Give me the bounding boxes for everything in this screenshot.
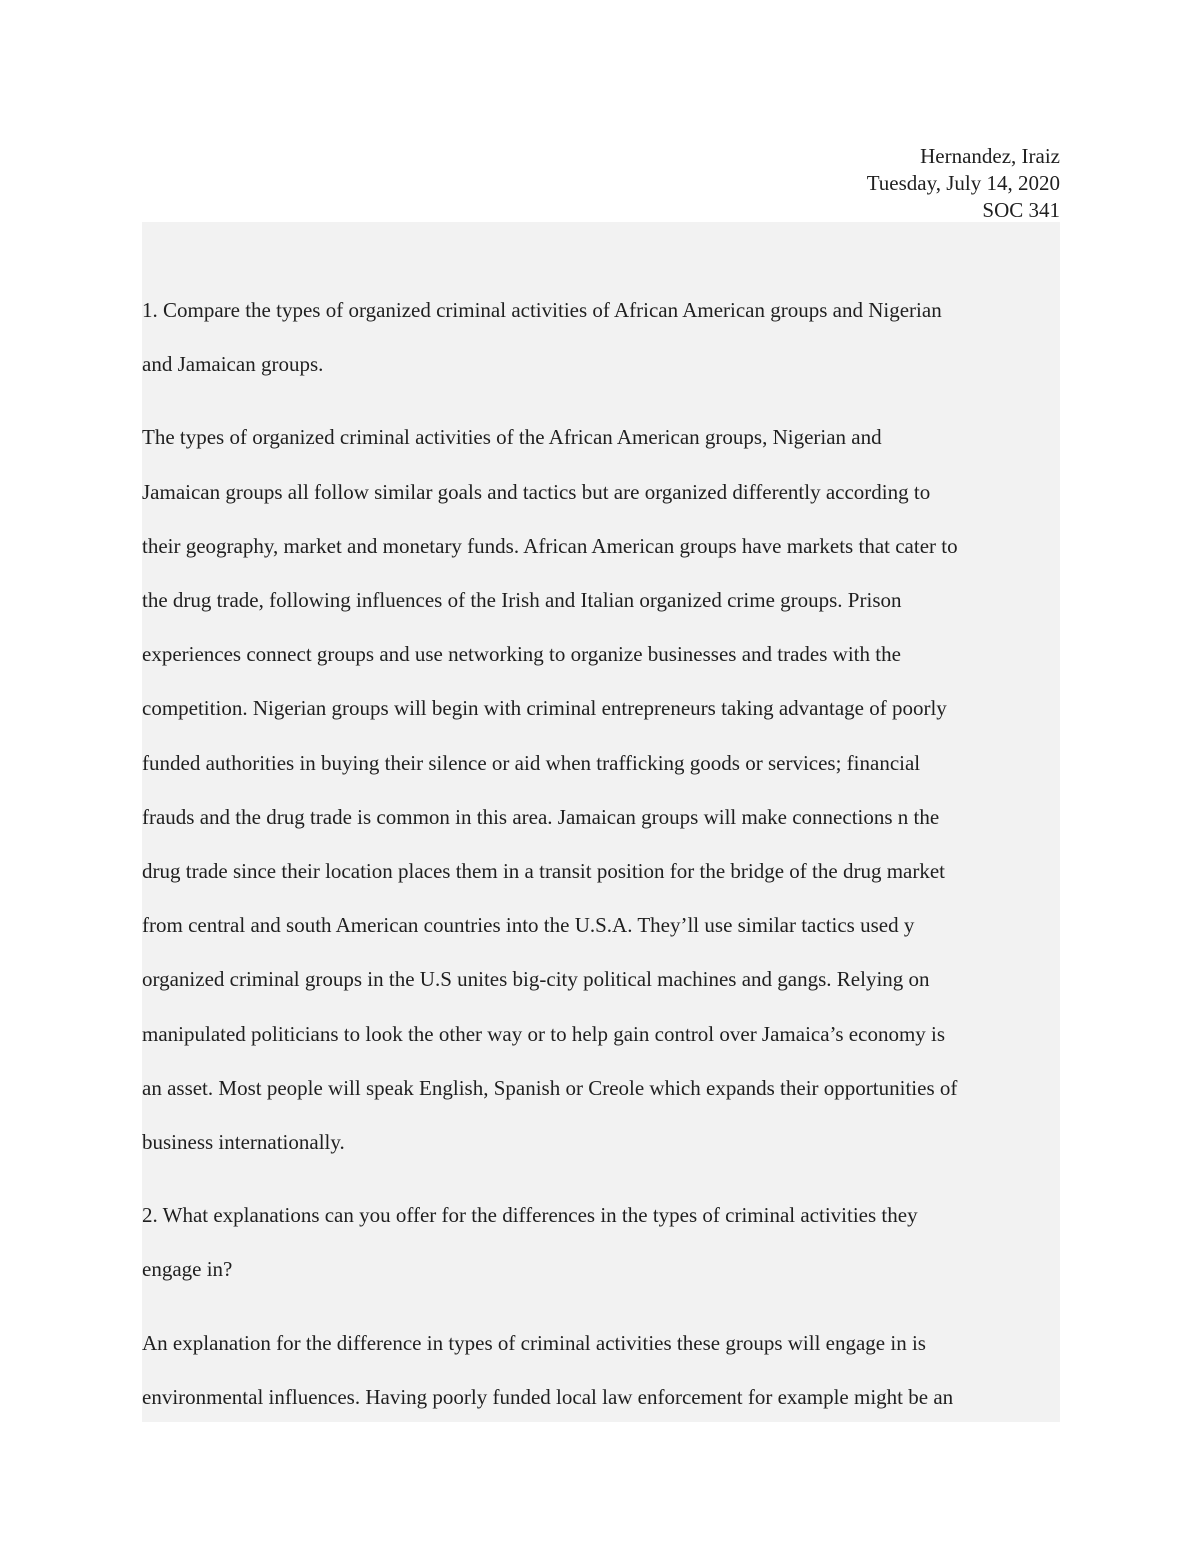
course-code: SOC 341 (982, 198, 1060, 222)
question-1 (142, 283, 1072, 391)
answer-1 (142, 410, 1072, 1169)
answer-1-line: an asset. Most people will speak English, Spanish or Creole which expands their opportunities of (142, 1075, 958, 1100)
answer-1-line: from central and south American countries into the U.S.A. They’ll use similar tactics used y (142, 913, 915, 938)
answer-2 (142, 1316, 1072, 1424)
answer-1-line: competition. Nigerian groups will begin with criminal entrepreneurs taking advantage of poorly (142, 696, 947, 721)
document-body (142, 283, 1072, 1443)
answer-1-line: manipulated politicians to look the other way or to help gain control over Jamaica’s economy is (142, 1021, 946, 1046)
question-1-line: and Jamaican groups. (142, 352, 324, 377)
answer-1-line: the drug trade, following influences of the Irish and Italian organized crime groups. Prison (142, 588, 902, 613)
answer-1-line: drug trade since their location places them in a transit position for the bridge of the drug market (142, 859, 946, 884)
question-1-line: 1. Compare the types of organized criminal activities of African American groups and Nigerian (142, 298, 942, 322)
question-2-line: engage in? (142, 1257, 233, 1282)
answer-1-line: organized criminal groups in the U.S unites big-city political machines and gangs. Relying on (142, 967, 930, 992)
document-header (867, 143, 1060, 224)
document-date: Tuesday, July 14, 2020 (866, 171, 1060, 195)
answer-1-line: their geography, market and monetary funds. African American groups have markets that cater to (142, 533, 958, 558)
answer-1-line: funded authorities in buying their silence or aid when trafficking goods or services; financial (142, 750, 921, 775)
answer-1-line: The types of organized criminal activities of the African American groups, Nigerian and (142, 425, 882, 450)
answer-2-line: An explanation for the difference in types of criminal activities these groups will engage in is (142, 1330, 926, 1355)
question-2 (142, 1188, 1072, 1296)
answer-2-line: environmental influences. Having poorly funded local law enforcement for example might be an (142, 1384, 954, 1409)
author-name: Hernandez, Iraiz (920, 144, 1060, 168)
answer-1-line: frauds and the drug trade is common in this area. Jamaican groups will make connections n the (142, 804, 940, 829)
question-2-line: 2. What explanations can you offer for the differences in the types of criminal activities they (142, 1203, 918, 1228)
answer-1-line: business internationally. (142, 1130, 345, 1155)
answer-1-line: experiences connect groups and use networking to organize businesses and trades with the (142, 642, 901, 667)
answer-1-line: Jamaican groups all follow similar goals and tactics but are organized differently according to (142, 479, 931, 504)
